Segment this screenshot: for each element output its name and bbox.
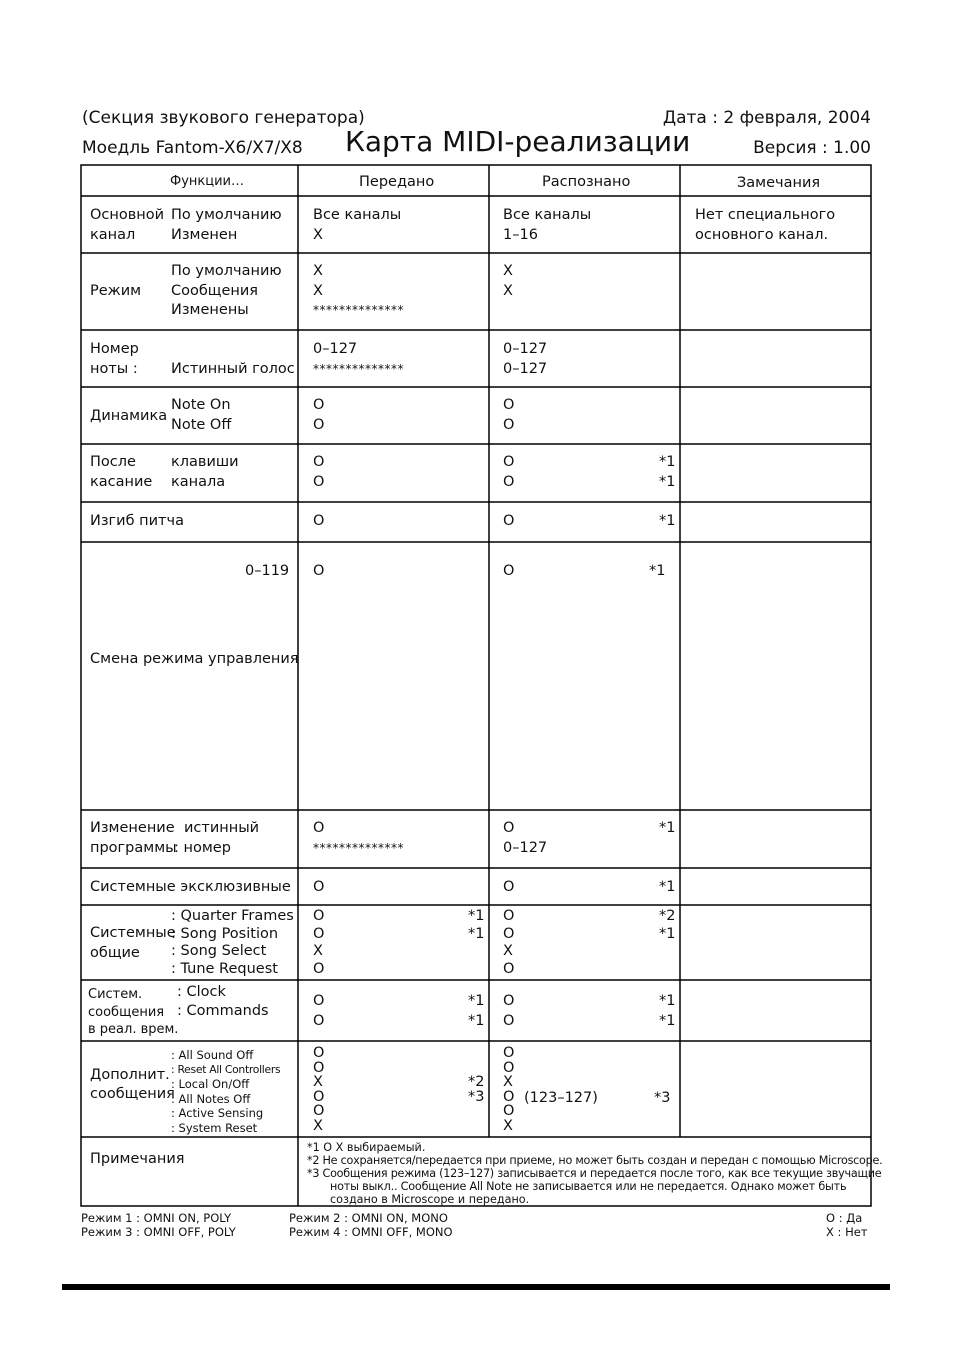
notes-text: *1 O X выбираемый. *2 Не сохраняется/передается при приеме, но может быть создан и передан с помощью Microscope. *3 Сообщения режима (123–127) записывается и передается после того, как все текущие звучащие ноты выкл.. Сообщение All Note не записывается или не передается. Однако может быть создано в Microscope и передано. bbox=[307, 1141, 883, 1206]
realtime-tx-notes: *1 *1 bbox=[468, 993, 485, 1029]
program-rx-note: *1 bbox=[659, 820, 676, 836]
pitchbend-rx-note: *1 bbox=[659, 513, 676, 529]
realtime-sub: : Clock : Commands bbox=[177, 984, 269, 1019]
page-title: Карта MIDI-реализации bbox=[345, 125, 691, 158]
velocity-tx: O O bbox=[313, 397, 325, 433]
control-label: Смена режима управления bbox=[90, 651, 299, 667]
notes-label: Примечания bbox=[90, 1151, 185, 1167]
aux-rx-note: *3 bbox=[654, 1090, 671, 1106]
common-sub: : Quarter Frames : Song Position : Song Select : Tune Request bbox=[171, 908, 294, 977]
section-title: (Секция звукового генератора) bbox=[82, 108, 365, 128]
realtime-tx: O O bbox=[313, 993, 325, 1029]
footer-legend: O : Да X : Нет bbox=[826, 1211, 868, 1239]
col-header-function: Функции… bbox=[170, 174, 244, 189]
aux-rx: O O X O O X bbox=[503, 1045, 515, 1134]
mode-sub: По умолчанию Сообщения Изменены bbox=[171, 263, 282, 318]
basic-sub: По умолчанию Изменен bbox=[171, 207, 282, 243]
aux-label: Дополнит. сообщения bbox=[90, 1067, 175, 1102]
pitchbend-label: Изгиб питча bbox=[90, 513, 184, 529]
col-header-remarks: Замечания bbox=[737, 175, 821, 191]
common-label: Системные общие bbox=[90, 925, 176, 961]
velocity-sub: Note On Note Off bbox=[171, 397, 232, 433]
basic-tx: Все каналы X bbox=[313, 207, 402, 243]
pitchbend-tx: O bbox=[313, 513, 325, 529]
note-sub: Истинный голос bbox=[171, 361, 295, 377]
sysex-rx: O bbox=[503, 879, 515, 895]
aftertouch-label: После касание bbox=[90, 454, 153, 490]
basic-label: Основной канал bbox=[90, 207, 165, 243]
aux-rx-range: (123–127) bbox=[524, 1090, 598, 1106]
date-label: Дата : 2 февраля, 2004 bbox=[662, 108, 871, 128]
mode-rx: X X bbox=[503, 263, 513, 299]
program-rx: O 0–127 bbox=[503, 820, 548, 856]
realtime-rx-notes: *1 *1 bbox=[659, 993, 676, 1029]
common-rx: O O X O bbox=[503, 908, 515, 977]
footer-modes-right: Режим 2 : OMNI ON, MONO Режим 4 : OMNI OFF, MONO bbox=[289, 1211, 453, 1239]
aftertouch-rx: O O bbox=[503, 454, 515, 490]
col-header-recognized: Распознано bbox=[542, 174, 631, 190]
mode-label: Режим bbox=[90, 283, 142, 299]
sysex-tx: O bbox=[313, 879, 325, 895]
common-rx-notes: *2 *1 bbox=[659, 908, 676, 942]
model-label: Моедль Fantom-X6/X7/X8 bbox=[82, 138, 303, 158]
col-header-transmitted: Передано bbox=[359, 174, 435, 190]
aux-tx: O O X O O X bbox=[313, 1045, 325, 1134]
program-tx: O ************** bbox=[313, 820, 404, 855]
realtime-rx: O O bbox=[503, 993, 515, 1029]
program-label: Изменение программы bbox=[90, 820, 177, 856]
footer-modes-left: Режим 1 : OMNI ON, POLY Режим 3 : OMNI OFF, POLY bbox=[81, 1211, 236, 1239]
aftertouch-rx-notes: *1 *1 bbox=[659, 454, 676, 490]
realtime-label: Систем. сообщения в реал. врем. bbox=[88, 987, 179, 1037]
velocity-label: Динамика bbox=[90, 408, 168, 424]
aftertouch-tx: O O bbox=[313, 454, 325, 490]
program-sub: истинный : номер bbox=[174, 820, 260, 856]
control-tx: O bbox=[313, 563, 325, 579]
control-rx: O bbox=[503, 563, 515, 579]
aux-tx-notes: *2 *3 bbox=[468, 1074, 485, 1105]
control-rx-note: *1 bbox=[649, 563, 666, 579]
version-label: Версия : 1.00 bbox=[753, 138, 871, 158]
sysex-label: Системные эксклюзивные bbox=[90, 879, 291, 895]
bottom-rule bbox=[62, 1284, 890, 1290]
note-label: Номер ноты : bbox=[90, 341, 139, 377]
velocity-rx: O O bbox=[503, 397, 515, 433]
control-range: 0–119 bbox=[245, 563, 290, 579]
pitchbend-rx: O bbox=[503, 513, 515, 529]
basic-rx: Все каналы 1–16 bbox=[503, 207, 592, 243]
note-tx: 0–127 ************** bbox=[313, 341, 404, 376]
note-rx: 0–127 0–127 bbox=[503, 341, 548, 377]
aux-sub: : All Sound Off : Reset All Controllers : Local On/Off : All Notes Off : Active Sensing : System Reset bbox=[171, 1048, 281, 1135]
basic-remarks: Нет специального основного канал. bbox=[695, 207, 836, 243]
sysex-rx-note: *1 bbox=[659, 879, 676, 895]
aftertouch-sub: клавиши канала bbox=[171, 454, 239, 490]
common-tx-notes: *1 *1 bbox=[468, 908, 485, 942]
common-tx: O O X O bbox=[313, 908, 325, 977]
mode-tx: X X ************** bbox=[313, 263, 404, 317]
